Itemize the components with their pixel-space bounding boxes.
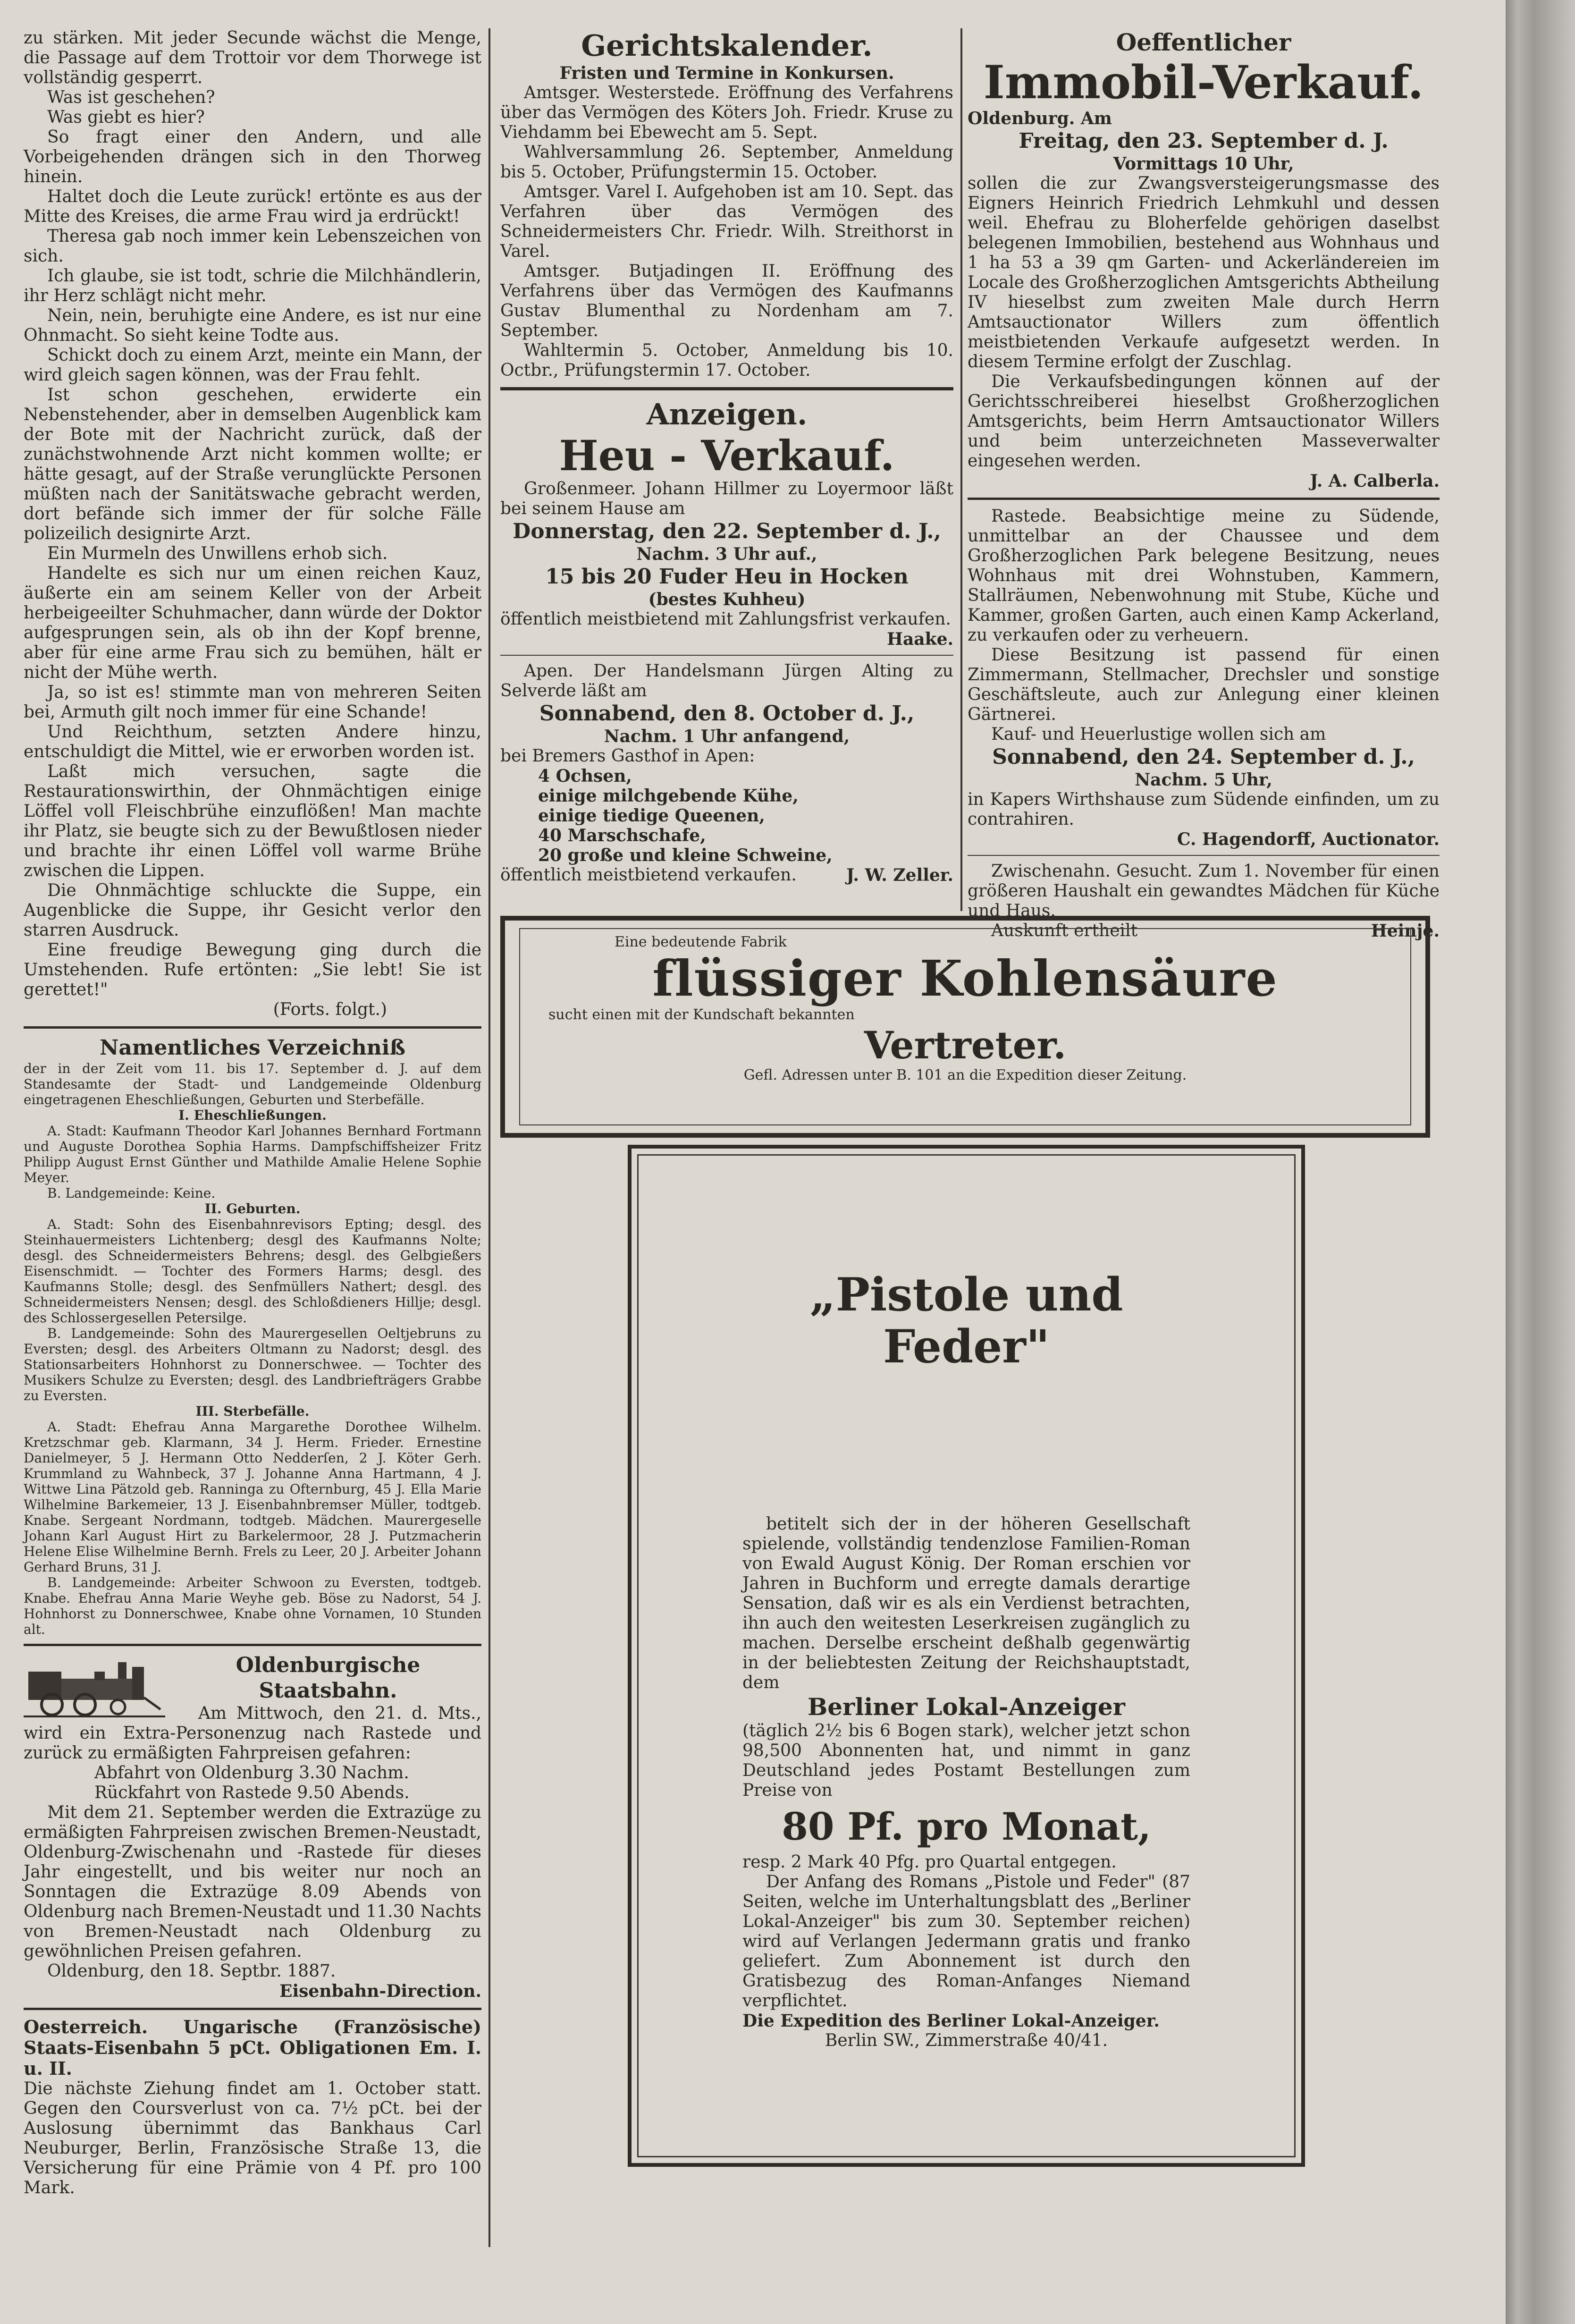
rastede-text: Rastede. Beabsichtige meine zu Südende, unmittelbar an der Chaussee und dem Großherzoglichen Park belegene Besitzung, neues Wohnhaus mit drei Wohnstuben, Kammern, Stallräumen, Nebenwohnung mit Stube, Küche und Kammer, großen Garten, auch einen Kamp Ackerland, zu verkaufen oder zu verheuern. [968,507,1440,645]
story-paragraph: So fragt einer den Andern, und alle Vorbeigehenden drängen sich in den Thorweg hinein. [24,127,481,186]
court-entry: Amtsger. Butjadingen II. Eröffnung des Verfahrens über das Vermögen des Kaufmanns Gustav Blumenthal zu Nordenham am 7. September. [500,262,953,340]
court-entry: Amtsger. Varel I. Aufgehoben ist am 10. Sept. das Verfahren über das Vermögen des Schneidermeisters Chr. Friedr. Wilh. Streithorst in Varel. [500,182,953,261]
story-paragraph: Und Reichthum, setzten Andere hinzu, entschuldigt die Mittel, wie er erworben worden ist. [24,722,481,761]
estate-time: Vormittags 10 Uhr, [1113,154,1294,174]
vertreter-title: Vertreter. [864,1023,1067,1067]
apen-footer [500,865,953,885]
railway-departure: Abfahrt von Oldenburg 3.30 Nachm. [94,1763,409,1783]
story-paragraph: Was ist geschehen? [47,88,215,107]
rastede-signature: C. Hagendorff, Auctionator. [1177,829,1440,849]
rastede-date: Sonnabend, den 24. September d. J., [992,745,1415,769]
story-paragraph: Ich glaube, sie ist todt, schrie die Milchhändlerin, ihr Herz schlägt nicht mehr. [24,266,481,305]
apen-time: Nachm. 1 Uhr anfangend, [604,727,850,746]
story-paragraph: Nein, nein, beruhigte eine Andere, es ist nur eine Ohnmacht. So sieht keine Todte aus. [24,306,481,345]
registry-title: Namentliches Verzeichniß [100,1036,405,1060]
court-entry: Wahlversammlung 26. September, Anmeldung bis 5. October, Prüfungstermin 15. October. [500,143,953,182]
rastede-property-ad [968,507,1440,849]
apen-item: 20 große und kleine Schweine, [538,845,833,865]
hay-quantity: 15 bis 20 Fuder Heu in Hocken [545,565,909,589]
registry-section-heading: I. Eheschließungen. [178,1107,327,1123]
livestock-sale-ad [500,661,953,885]
novel-signature: Die Expedition des Berliner Lokal-Anzeiger. [742,2011,1160,2031]
real-estate-ad [968,28,1440,491]
registry-entry: B. Landgemeinde: Keine. [47,1185,216,1201]
registry-section-heading: II. Geburten. [204,1201,301,1217]
novel-address: Berlin SW., Zimmerstraße 40/41. [825,2031,1108,2050]
divider [500,387,953,390]
railway-notice [24,1653,481,2001]
column-right [968,28,1440,941]
story-paragraph: Ein Murmeln des Unwillens erhob sich. [47,544,388,563]
zwischenahn-end: Auskunft ertheilt [991,921,1138,940]
railway-date: Oldenburg, den 18. Septbr. 1887. [47,1961,336,1981]
novel-ad [628,1145,1305,2167]
column-middle [500,28,953,916]
hay-title: Heu - Verkauf. [559,431,895,480]
apen-text: Apen. Der Handelsmann Jürgen Alting zu Selverde läßt am [500,661,953,701]
hay-sale-ad [500,432,953,649]
apen-date: Sonnabend, den 8. October d. J., [539,701,915,726]
registry-entry: A. Stadt: Sohn des Eisenbahnrevisors Epting; desgl. des Steinhauermeisters Lichtenberg; desgl des Kaufmanns Nolte; desgl. des Schneidermeisters Behrens; desgl. des Gelbgießers Eisenschmidt. — Tochter des Formers Harms; desgl. des Kaufmanns Stolle; desgl. des Senfmüllers Nathert; desgl. des Schneidermeisters Nensen; desgl. des Schloßdieners Hillje; desgl. des Schlossergesellen Petersilge. [24,1217,481,1326]
estate-title-2: Immobil-Verkauf. [983,56,1424,109]
zwischenahn-signature: Heinje. [1371,921,1440,941]
serial-story [24,28,481,1020]
fabrik-line: Eine bedeutende Fabrik [615,934,787,950]
carbon-dioxide-ad [500,916,1430,1138]
hay-time: Nachm. 3 Uhr auf., [636,544,817,564]
story-paragraph: Die Ohnmächtige schluckte die Suppe, ein Augenblicke die Suppe, ihr Gesicht verlor den starren Ausdruck. [24,881,481,940]
divider [500,655,953,656]
estate-signature: J. A. Calberla. [1310,471,1440,491]
bond-notice [24,2017,481,2198]
hay-text: Großenmeer. Johann Hillmer zu Loyermoor läßt bei seinem Hause am [500,479,953,518]
estate-date: Freitag, den 23. September d. J. [1019,129,1389,153]
civil-registry [24,1035,481,1637]
hay-end: öffentlich meistbietend mit Zahlungsfrist verkaufen. [500,609,951,629]
apen-signature: J. W. Zeller. [846,865,953,885]
story-paragraph: zu stärken. Mit jeder Secunde wächst die Menge, die Passage auf dem Trottoir vor dem Thorwege ist vollständig gesperrt. [24,28,481,87]
story-paragraph: Laßt mich versuchen, sagte die Restaurationswirthin, der Ohnmächtigen einige Löffel voll Fleischbrühe einzuflößen! Man machte ihr Platz, sie beugte sich zu der Bewußtlosen nieder und brachte ihr einen Löffel voll warme Brühe zwischen die Lippen. [24,762,481,880]
rastede-text: Kauf- und Heuerlustige wollen sich am [991,725,1326,744]
novel-ad-inner [637,1154,1296,2157]
registry-entry: B. Landgemeinde: Sohn des Maurergesellen Oeltjebruns zu Eversten; desgl. des Arbeiters Oltmann zu Nadorst; desgl. des Stationsarbeiters Hohnhorst zu Donnerschwee. — Tochter des Musikers Schulze zu Eversten; desgl. des Landbriefträgers Grabbe zu Eversten. [24,1326,481,1403]
divider [24,2008,481,2010]
estate-text: Die Verkaufsbedingungen können auf der Gerichtsschreiberei hieselbst Großherzoglichen Amtsgerichts, beim Herrn Amtsauctionator Willers und beim unterzeichneten Masseverwalter eingesehen werden. [968,372,1440,471]
registry-section-heading: III. Sterbefälle. [195,1403,310,1419]
apen-end: öffentlich meistbietend verkaufen. [500,865,797,885]
novel-text: resp. 2 Mark 40 Pfg. pro Quartal entgegen. [742,1852,1117,1872]
divider [24,1644,481,1646]
story-paragraph: Eine freudige Bewegung ging durch die Umstehenden. Rufe ertönten: „Sie lebt! Sie ist gerettet!" [24,940,481,999]
rastede-time: Nachm. 5 Uhr, [1135,770,1272,790]
kohlensaeure-title: flüssiger Kohlensäure [652,949,1278,1007]
railway-signature: Eisenbahn-Direction. [279,1981,481,2001]
novel-text: (täglich 2½ bis 6 Bogen stark), welcher jetzt schon 98,500 Abonnenten hat, und nimmt in ganz Deutschland jedes Postamt Bestellungen zum Preise von [742,1721,1190,1800]
court-entry: Wahltermin 5. October, Anmeldung bis 10. Octbr., Prüfungstermin 17. October. [500,341,953,380]
zwischenahn-text: Zwischenahn. Gesucht. Zum 1. November für einen größeren Haushalt ein gewandtes Mädchen für Küche und Haus. [968,862,1440,921]
apen-item: 40 Marschschafe, [538,826,706,845]
apen-item: 4 Ochsen, [538,766,632,786]
kundschaft-line: sucht einen mit der Kundschaft bekannten [548,1006,855,1023]
divider [968,498,1440,500]
story-paragraph: Theresa gab noch immer kein Lebenszeichen von sich. [24,227,481,266]
court-subtitle: Fristen und Termine in Konkursen. [559,63,894,83]
railway-title: Oldenburgische Staatsbahn. [236,1653,421,1703]
hay-date: Donnerstag, den 22. September d. J., [513,519,941,543]
railway-text: Am Mittwoch, den 21. d. Mts., wird ein Extra-Personenzug nach Rastede und zurück zu ermäßigten Fahrpreisen gefahren: [24,1704,481,1763]
column-rule-2 [960,28,962,911]
adressen-line: Gefl. Adressen unter B. 101 an die Expedition dieser Zeitung. [743,1067,1187,1083]
story-paragraph: Schickt doch zu einem Arzt, meinte ein Mann, der wird gleich sagen können, was der Frau fehlt. [24,346,481,385]
registry-entry: A. Stadt: Ehefrau Anna Margarethe Dorothee Wilhelm. Kretzschmar geb. Klarmann, 34 J. Herm. Frieder. Ernestine Danielmeyer, 5 J. Hermann Otto Nedderſen, 2 J. Köter Gerh. Krummland zu Wahnbeck, 37 J. Johanne Anna Hartmann, 4 J. Wittwe Lina Pätzold geb. Ranninga zu Ofternburg, 45 J. Ella Marie Wilhelmine Barkemeier, 13 J. Eisenbahnbremser Müller, todtgeb. Knabe. Sergeant Nordmann, todtgeb. Mädchen. Maurergeselle Johann Karl August Hirt zu Barkelermoor, 28 J. Putzmacherin Helene Elise Wilhelmine Bernh. Frels zu Leer, 20 J. Arbeiter Johann Gerhard Bruns, 31 J. [24,1419,481,1575]
story-paragraph: Was giebt es hier? [47,108,205,127]
railway-return: Rückfahrt von Rastede 9.50 Abends. [94,1783,410,1802]
novel-text: Der Anfang des Romans „Pistole und Feder" (87 Seiten, welche im Unterhaltungsblatt des „Berliner Lokal-Anzeiger" bis zum 30. September reichen) wird auf Verlangen Jedermann gratis und franko geliefert. Zum Abonnement ist durch den Gratisbezug des Roman-Anfanges Niemand verpflichtet. [742,1872,1190,2011]
divider [968,855,1440,856]
story-continued: (Forts. folgt.) [273,1000,387,1019]
locomotive-icon [24,1653,165,1719]
registry-intro: der in der Zeit vom 11. bis 17. September d. J. auf dem Standesamte der Stadt- und Landgemeinde Oldenburg eingetragenen Eheschließungen, Geburten und Sterbefälle. [24,1061,481,1107]
registry-entry: B. Landgemeinde: Arbeiter Schwoon zu Eversten, todtgeb. Knabe. Ehefrau Anna Marie Weyhe geb. Böse zu Nadorst, 54 J. Hohnhorst zu Donnerschwee, Knabe ohne Vornamen, 10 Stunden alt. [24,1575,481,1637]
hay-quality: (bestes Kuhheu) [648,590,806,609]
hay-signature: Haake. [886,629,953,649]
bond-title: Oesterreich. Ungarische (Französische) Staats-Eisenbahn 5 pCt. Obligationen Em. I. u. II. [24,2016,481,2079]
story-paragraph: Haltet doch die Leute zurück! ertönte es aus der Mitte des Kreises, die arme Frau wird ja erdrückt! [24,187,481,226]
ads-title: Anzeigen. [646,397,808,431]
estate-place: Oldenburg. Am [968,109,1112,128]
court-entry: Amtsger. Westerstede. Eröffnung des Verfahrens über das Vermögen des Köters Joh. Friedr. Kruse zu Viehdamm bei Ebewecht am 5. Sept. [500,83,953,142]
carbon-dioxide-ad-inner [519,928,1411,1125]
railway-text: Mit dem 21. September werden die Extrazüge zu ermäßigten Fahrpreisen zwischen Bremen-Neustadt, Oldenburg-Zwischenahn und -Rastede für dieses Jahr eingestellt, und bis weiter nur noch an Sonntagen die Extrazüge 8.09 Abends von Oldenburg nach Bremen-Neustadt und 11.30 Nachts von Bremen-Neustadt nach Oldenburg zu gewöhnlichen Preisen gefahren. [24,1803,481,1961]
apen-place: bei Bremers Gasthof in Apen: [500,746,755,766]
novel-title: „Pistole und Feder" [809,1268,1123,1373]
bond-text: Die nächste Ziehung findet am 1. October statt. Gegen den Coursverlust von ca. 7½ pCt. bei der Auslosung übernimmt das Bankhaus Carl Neuburger, Berlin, Französische Straße 13, die Versicherung für eine Prämie von 4 Pf. pro 100 Mark. [24,2079,481,2197]
court-calendar [500,28,953,380]
story-paragraph: Ja, so ist es! stimmte man von mehreren Seiten bei, Armuth gilt noch immer für eine Schande! [24,683,481,722]
court-title: Gerichtskalender. [581,28,873,63]
newspaper-name: Berliner Lokal-Anzeiger [807,1693,1126,1721]
story-paragraph: Ist schon geschehen, erwiderte ein Nebenstehender, aber in demselben Augenblick kam der Bote mit der Nachricht zurück, daß der zunächstwohnende Arzt nicht kommen wollte; er hätte gesagt, auf der Straße verunglückte Personen müßten nach der Sanitätswache gebracht werden, dort befände sich immer der für solche Fälle polizeilich designirte Arzt. [24,385,481,543]
story-paragraph: Handelte es sich nur um einen reichen Kauz, äußerte ein am seinem Keller von der Arbeit herbeigeeilter Schuhmacher, dann würde der Doktor aufgesprungen sein, als ob ihn der Kopf brenne, aber für eine arme Frau sich zu bemühen, hält er nicht der Mühe werth. [24,564,481,682]
column-left [24,28,481,2323]
novel-price: 80 Pf. pro Monat, [782,1804,1151,1849]
rastede-text: Diese Besitzung ist passend für einen Zimmermann, Stellmacher, Drechsler und sonstige Geschäftsleute, auch zur Anlegung einer kleinen Gärtnerei. [968,645,1440,724]
column-rule-1 [489,28,490,2247]
estate-title-1: Oeffentlicher [1116,28,1291,56]
divider [24,1026,481,1029]
page-edge [1506,0,1575,2324]
estate-text: sollen die zur Zwangsversteigerungsmasse des Eigners Heinrich Friedrich Lehmkuhl und dessen weil. Ehefrau zu Bloherfelde gehörigen daselbst belegenen Immobilien, bestehend aus Wohnhaus und 1 ha 53 a 39 qm Garten- und Ackerländereien im Locale des Großherzoglichen Amtsgerichts Abtheilung IV hieselbst zum zweiten Male durch Herrn Amtsauctionator Willers zum öffentlich meistbietenden Verkaufe aufgesetzt werden. In diesem Termine erfolgt der Zuschlag. [968,174,1440,372]
rastede-place: in Kapers Wirthshause zum Südende einfinden, um zu contrahiren. [968,790,1440,829]
registry-entry: A. Stadt: Kaufmann Theodor Karl Johannes Bernhard Fortmann und Auguste Dorothea Sophia Harms. Dampfschiffsheizer Fritz Philipp August Ernst Günther und Mathilde Amalie Helene Sophie Meyer. [24,1123,481,1185]
novel-text: betitelt sich der in der höheren Gesellschaft spielende, vollständig tendenzlose Familien-Roman von Ewald August König. Der Roman erschien vor Jahren in Buchform und erregte damals derartige Sensation, daß wir es als ein Verdienst betrachten, ihn auch den weitesten Leserkreisen zugänglich zu machen. Derselbe erscheint deßhalb gegenwärtig in der beliebtesten Zeitung der Reichshauptstadt, dem [742,1514,1190,1692]
apen-item: einige milchgebende Kühe, [538,786,799,806]
apen-item: einige tiedige Queenen, [538,806,765,826]
